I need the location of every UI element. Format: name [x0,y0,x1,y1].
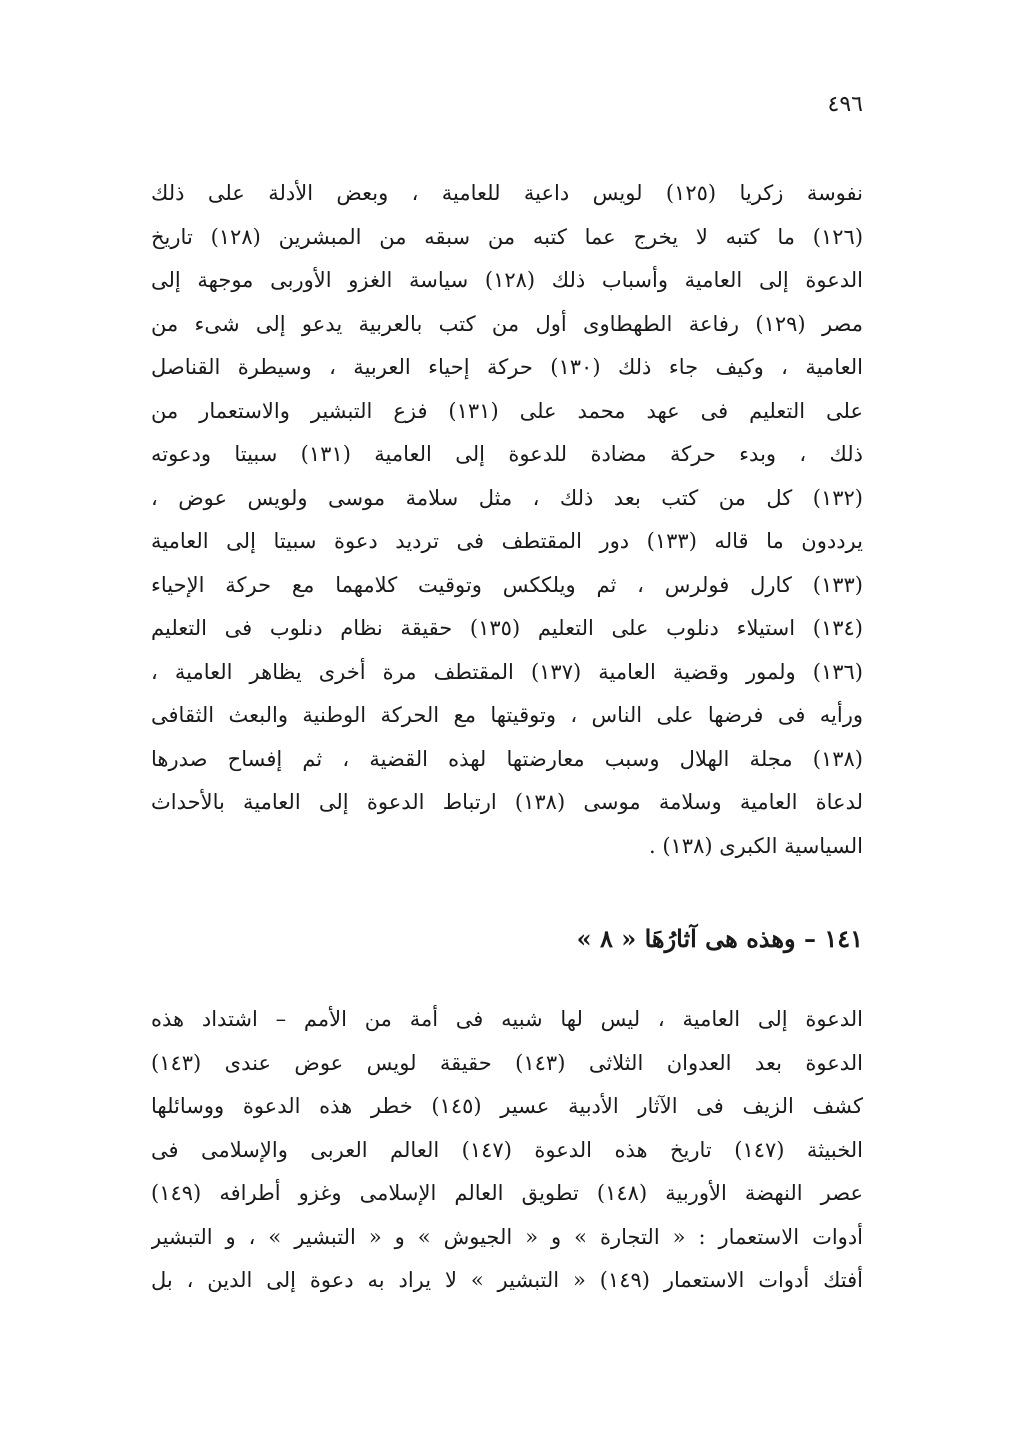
text-line: السياسية الكبرى (١٣٨) . [648,833,863,858]
text-line: لدعاة العامية وسلامة موسى (١٣٨) ارتباط الدعوة إلى العامية بالأحداث [151,790,863,814]
text-line: ذلك ، وبدء حركة مضادة للدعوة إلى العامية (١٣١) سبيتا ودعوته [151,442,863,466]
text-line: (١٢٦) ما كتبه لا يخرج عما كتبه من سبقه من المبشرين (١٢٨) تاريخ [151,224,863,249]
section-heading: ١٤١ – وهذه هى آثارُهَا « ٨ » [576,924,863,953]
page-number: ٤٩٦ [827,92,863,117]
text-line: (١٣٨) مجلة الهلال وسبب معارضتها لهذه القضية ، ثم إفساح صدرها [151,746,863,771]
paragraph-bottom [151,998,863,1303]
text-line: على التعليم فى عهد محمد على (١٣١) فزع التبشير والاستعمار من [151,398,863,423]
text-line: (١٣٢) كل من كتب بعد ذلك ، مثل سلامة موسى ولويس عوض ، [151,485,863,510]
text-line: (١٣٦) ولمور وقضية العامية (١٣٧) المقتطف مرة أخرى يظاهر العامية ، [151,659,863,684]
text-line: عصر النهضة الأوربية (١٤٨) تطويق العالم الإسلامى وغزو أطرافه (١٤٩) [151,1181,863,1205]
text-line: يرددون ما قاله (١٣٣) دور المقتطف فى ترديد دعوة سبيتا إلى العامية [151,529,863,553]
text-line: نفوسة زكريا (١٢٥) لويس داعية للعامية ، وبعض الأدلة على ذلك [151,181,863,205]
text-line: الدعوة إلى العامية وأسباب ذلك (١٢٨) سياسة الغزو الأوربى موجهة إلى [151,268,863,292]
text-line: أدوات الاستعمار : « التجارة » و « الجيوش » و « التبشير » ، و التبشير [151,1224,863,1249]
text-line: (١٣٣) كارل فولرس ، ثم ويلككس وتوقيت كلامهما مع حركة الإحياء [151,572,863,597]
text-line: مصر (١٢٩) رفاعة الطهطاوى أول من كتب بالعربية يدعو إلى شىء من [151,311,863,336]
paragraph-top [151,172,863,868]
text-line: كشف الزيف فى الآثار الأدبية عسير (١٤٥) خطر هذه الدعوة ووسائلها [151,1094,863,1118]
text-line: ورأيه فى فرضها على الناس ، وتوقيتها مع الحركة الوطنية والبعث الثقافى [151,703,863,727]
text-line: الدعوة إلى العامية ، ليس لها شبيه فى أمة من الأمم – اشتداد هذه [151,1007,863,1031]
text-line: العامية ، وكيف جاء ذلك (١٣٠) حركة إحياء العربية ، وسيطرة القناصل [151,355,863,379]
text-line: الخبيثة (١٤٧) تاريخ هذه الدعوة (١٤٧) العالم العربى والإسلامى فى [151,1137,863,1162]
text-line: أفتك أدوات الاستعمار (١٤٩) « التبشير » لا يراد به دعوة إلى الدين ، بل [151,1268,863,1292]
text-line: الدعوة بعد العدوان الثلاثى (١٤٣) حقيقة لويس عوض عندى (١٤٣) [151,1050,863,1075]
text-line: (١٣٤) استيلاء دنلوب على التعليم (١٣٥) حقيقة نظام دنلوب فى التعليم [151,616,863,640]
